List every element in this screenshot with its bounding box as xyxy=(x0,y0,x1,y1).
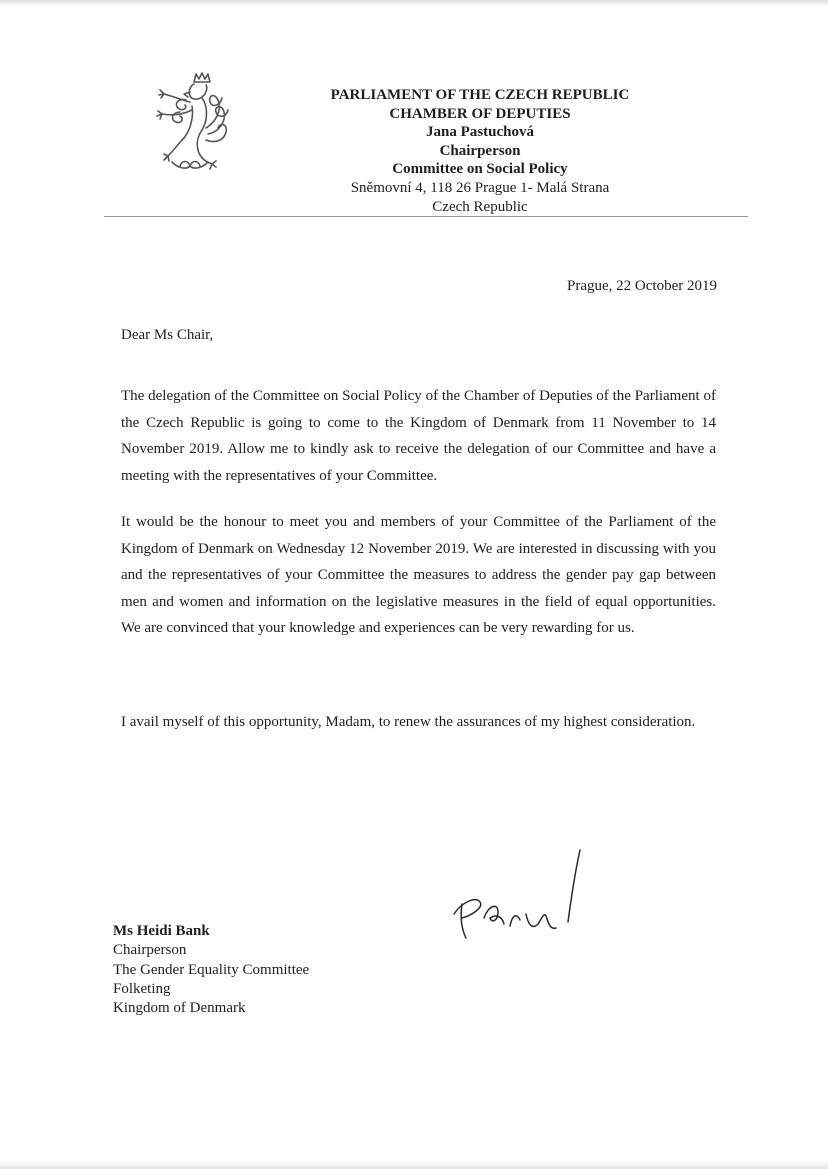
body-paragraph-3: I avail myself of this opportunity, Madam, to renew the assurances of my highest consideration. xyxy=(121,714,696,730)
body-paragraph-2: It would be the honour to meet you and members of your Committee of the Parliament of the Kingdom of Denmark on Wednesday 12 November 2019. We are interested in discussing with you and the representatives of your Committee the measures to address the gender pay gap between men and women and information on the legislative measures in the field of equal opportunities. We are convinced that your knowledge and experiences can be very rewarding for us. xyxy=(121,514,716,636)
scan-edge-bottom xyxy=(0,1161,828,1169)
letterhead-country: Czech Republic xyxy=(432,198,528,215)
coat-of-arms-icon xyxy=(150,70,230,172)
recipient-committee: The Gender Equality Committee xyxy=(113,961,310,978)
recipient-parliament: Folketing xyxy=(113,980,171,997)
letterhead-address: Sněmovní 4, 118 26 Prague 1- Malá Strana xyxy=(350,179,610,196)
scan-edge-top xyxy=(0,0,828,6)
recipient-block xyxy=(113,922,309,1018)
letterhead-chamber: CHAMBER OF DEPUTIES xyxy=(389,105,571,122)
recipient-name: Ms Heidi Bank xyxy=(113,923,210,939)
letterhead-sender-role: Chairperson xyxy=(439,142,521,159)
letter-date: Prague, 22 October 2019 xyxy=(567,278,717,294)
letterhead-committee: Committee on Social Policy xyxy=(392,161,568,178)
recipient-country: Kingdom of Denmark xyxy=(113,1000,246,1017)
letterhead-divider xyxy=(104,216,748,217)
body-paragraph-1: The delegation of the Committee on Social Policy of the Chamber of Deputies of the Parliament of the Czech Republic is going to come to the Kingdom of Denmark from 11 November to 14 November 2019. Allow me to kindly ask to receive the delegation of our Committee and have a meeting with the representatives of your Committee. xyxy=(121,388,716,484)
letterhead-sender-name: Jana Pastuchová xyxy=(426,124,534,141)
salutation: Dear Ms Chair, xyxy=(121,327,214,343)
recipient-title: Chairperson xyxy=(113,942,187,959)
letterhead-parliament: PARLIAMENT OF THE CZECH REPUBLIC xyxy=(330,87,630,103)
letterhead xyxy=(300,86,660,216)
handwritten-signature xyxy=(440,840,600,950)
